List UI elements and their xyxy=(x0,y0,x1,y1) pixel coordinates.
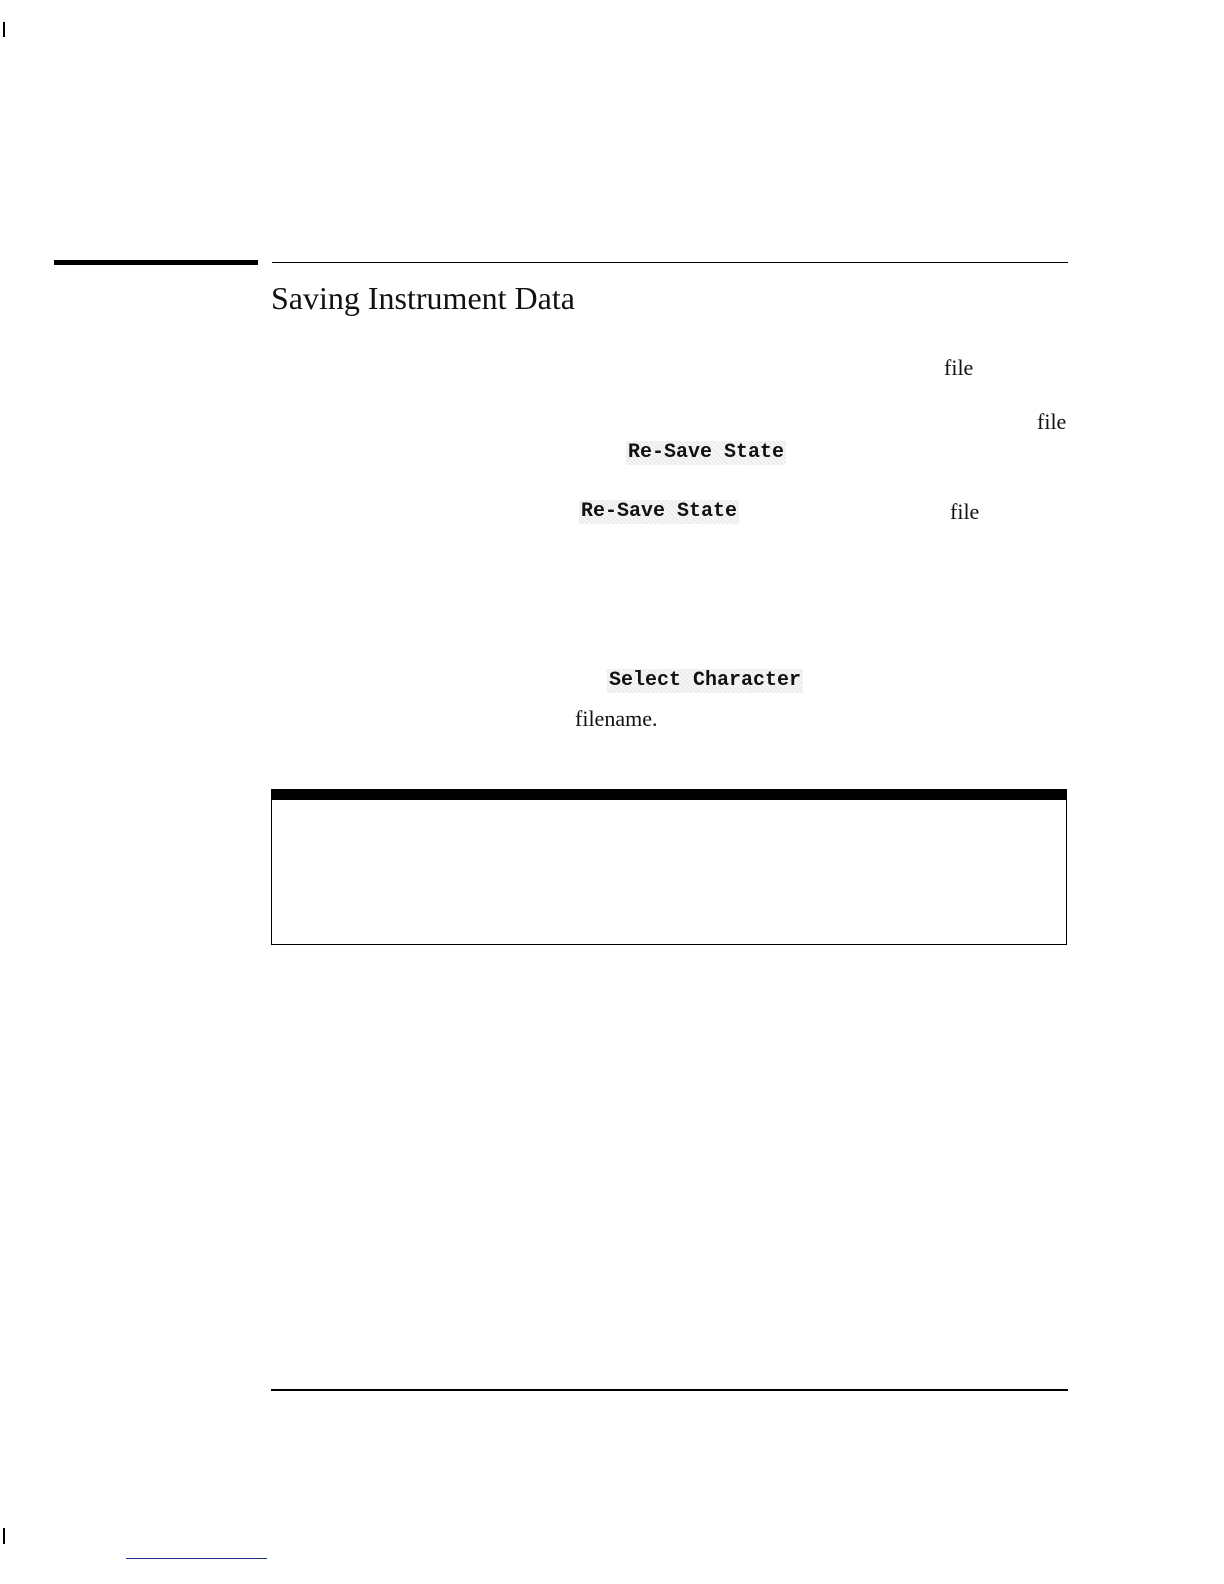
text-filename: filename. xyxy=(575,706,658,731)
softkey-select-character: Select Character xyxy=(609,669,802,692)
scan-edge-mark-bottom xyxy=(3,1528,5,1544)
softkey-resave-state-2: Re-Save State xyxy=(581,500,738,523)
text-file-3: file xyxy=(950,499,980,524)
text-file-1: file xyxy=(944,355,974,380)
scan-edge-mark-top xyxy=(3,22,5,37)
section-rule-thin xyxy=(272,262,1068,263)
section-rule-thick xyxy=(54,260,258,265)
note-box xyxy=(271,789,1067,945)
footer-rule-short xyxy=(126,1558,267,1559)
footer-rule xyxy=(271,1389,1068,1391)
softkey-resave-state-1: Re-Save State xyxy=(628,441,785,464)
page-title: Saving Instrument Data xyxy=(271,280,575,316)
text-file-2: file xyxy=(1037,409,1067,434)
